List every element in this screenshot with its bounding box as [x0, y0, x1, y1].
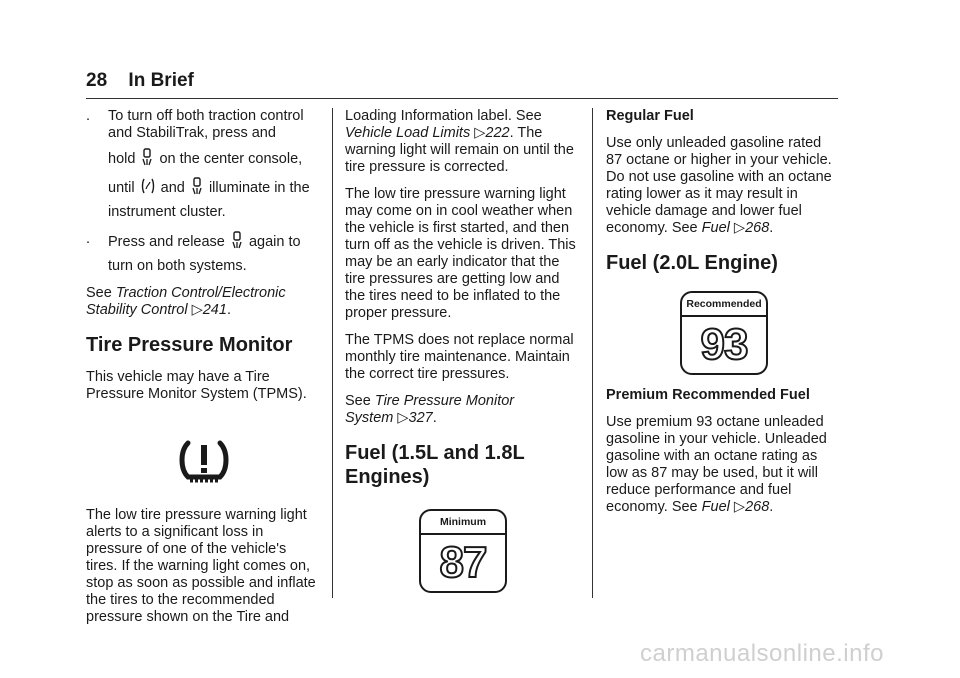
- watermark: carmanualsonline.info: [640, 640, 884, 667]
- text-line: the vehicle is first started, and then: [345, 220, 570, 236]
- paragraph: Use premium 93 octane unleaded gasoline in your vehicle. Unleaded gasoline with an octane rating as low as 87 may be used, but it will reduce performance and fuel economy. See Fuel ▷268.: [606, 414, 827, 515]
- text-line: pressure of one of the vehicle's: [86, 541, 287, 557]
- traction-control-off-icon: [191, 177, 203, 200]
- page-reference[interactable]: 268: [745, 499, 770, 515]
- badge-label: Minimum: [421, 511, 505, 535]
- text-line: and StabiliTrak, press and: [108, 125, 276, 141]
- bullet-marker: .: [86, 108, 91, 124]
- text-line: tire pressures are getting low and: [345, 271, 560, 287]
- octane-minimum-87-badge: [419, 509, 507, 593]
- text-span: again to: [248, 234, 301, 250]
- text-line: Pressure Monitor System (TPMS).: [86, 386, 307, 402]
- tire-pressure-warning-icon: [174, 435, 234, 487]
- subheading: Premium Recommended Fuel: [606, 387, 810, 403]
- page-number: 28: [86, 70, 108, 91]
- text-line: may be an early indicator that the: [345, 254, 560, 270]
- text-span: See: [86, 285, 112, 301]
- page-header: [86, 70, 194, 92]
- heading-line: Engines): [345, 466, 430, 488]
- text-line: Loading Information label. See: [345, 108, 542, 124]
- text-line: alerts to a significant loss in: [86, 524, 264, 540]
- text-line: The low tire pressure warning light: [86, 507, 307, 523]
- octane-recommended-93-badge: [680, 291, 768, 375]
- text-line: warning light will remain on until the: [345, 142, 574, 158]
- text-line: turn on both systems.: [108, 258, 247, 274]
- text-line: rating lower as it may result in: [606, 186, 798, 202]
- traction-control-off-icon: [231, 231, 243, 254]
- page-reference[interactable]: 327: [408, 410, 433, 426]
- section-heading: [345, 441, 581, 489]
- cross-reference-link[interactable]: Traction Control/Electronic: [115, 285, 286, 301]
- header-rule: [86, 98, 838, 99]
- text-line: Use premium 93 octane unleaded: [606, 414, 824, 430]
- section-heading: Fuel (2.0L Engine): [606, 252, 778, 274]
- text-line: the correct tire pressures.: [345, 366, 510, 382]
- column-2: [345, 108, 581, 593]
- text-line: instrument cluster.: [108, 204, 226, 220]
- subheading: Regular Fuel: [606, 108, 694, 124]
- text-line: tires. If the warning light comes on,: [86, 558, 311, 574]
- text-line: tire pressure is corrected.: [345, 159, 509, 175]
- page-reference[interactable]: 222: [485, 125, 510, 141]
- text-line: may come on in cool weather when: [345, 203, 573, 219]
- cross-reference-link[interactable]: Fuel: [701, 499, 730, 515]
- text-span: until: [108, 180, 135, 196]
- column-divider-2: [592, 108, 593, 598]
- paragraph: [345, 108, 581, 176]
- text-line: monthly tire maintenance. Maintain: [345, 349, 570, 365]
- cross-reference-link[interactable]: System: [345, 410, 394, 426]
- text-span: economy. See: [606, 499, 698, 515]
- text-line: Do not use gasoline with an octane: [606, 169, 832, 185]
- page-ref-arrow-icon: ▷: [733, 220, 746, 236]
- paragraph: Use only unleaded gasoline rated 87 octane or higher in your vehicle. Do not use gasoline with an octane rating lower as it may result in vehicle damage and lower fuel economy. See Fuel ▷268.: [606, 135, 832, 236]
- text-line: stop as soon as possible and inflate: [86, 575, 316, 591]
- paragraph: [86, 507, 322, 626]
- text-line: low as 87 may be used, but it will: [606, 465, 818, 481]
- column-3: [606, 108, 842, 526]
- stabilitrak-off-icon: [141, 177, 155, 200]
- text-line: proper pressure.: [345, 305, 452, 321]
- section-heading: Tire Pressure Monitor: [86, 334, 293, 356]
- cross-reference-link[interactable]: Stability Control: [86, 302, 188, 318]
- bullet-marker: .: [86, 231, 91, 247]
- see-reference: See Tire Pressure Monitor System ▷327.: [345, 393, 515, 426]
- text-line: 87 octane or higher in your vehicle.: [606, 152, 832, 168]
- text-line: This vehicle may have a Tire: [86, 369, 270, 385]
- text-span: hold: [108, 151, 136, 167]
- cross-reference-link[interactable]: Vehicle Load Limits: [345, 125, 471, 141]
- badge-number: 93: [700, 320, 748, 369]
- bullet-item: [86, 108, 322, 221]
- bullet-item: [86, 231, 322, 275]
- page-reference[interactable]: 241: [202, 302, 227, 318]
- text-line: turn off as the vehicle is driven. This: [345, 237, 576, 253]
- paragraph: [86, 369, 322, 403]
- text-span: Press and release: [108, 234, 225, 250]
- page-reference[interactable]: 268: [745, 220, 770, 236]
- traction-control-off-icon: [141, 148, 153, 171]
- heading-line: Fuel (1.5L and 1.8L: [345, 442, 525, 464]
- text-line: the tires to the recommended: [86, 592, 275, 608]
- section-title: In Brief: [128, 70, 194, 91]
- cross-reference-link[interactable]: Fuel: [701, 220, 730, 236]
- text-span: . The: [509, 125, 543, 141]
- text-line: gasoline with an octane rating as: [606, 448, 818, 464]
- badge-label: Recommended: [682, 293, 766, 317]
- page-ref-arrow-icon: ▷: [474, 125, 486, 141]
- text-line: reduce performance and fuel: [606, 482, 792, 498]
- see-reference: See Traction Control/Electronic Stability Control ▷241.: [86, 285, 286, 318]
- paragraph: [345, 186, 581, 322]
- text-span: illuminate in the: [208, 180, 310, 196]
- text-span: and: [160, 180, 185, 196]
- text-line: vehicle damage and lower fuel: [606, 203, 802, 219]
- text-span: on the center console,: [159, 151, 303, 167]
- text-span: See: [345, 393, 371, 409]
- cross-reference-link[interactable]: Tire Pressure Monitor: [374, 393, 515, 409]
- badge-number: 87: [439, 538, 487, 587]
- text-line: gasoline in your vehicle. Unleaded: [606, 431, 827, 447]
- text-line: The low tire pressure warning light: [345, 186, 566, 202]
- column-1: [86, 108, 322, 636]
- paragraph: [345, 332, 581, 383]
- text-line: pressure shown on the Tire and: [86, 609, 290, 625]
- text-line: To turn off both traction control: [108, 108, 304, 124]
- text-span: economy. See: [606, 220, 698, 236]
- text-line: Use only unleaded gasoline rated: [606, 135, 822, 151]
- page-ref-arrow-icon: ▷: [397, 410, 409, 426]
- page-ref-arrow-icon: ▷: [733, 499, 746, 515]
- column-divider-1: [332, 108, 333, 598]
- text-line: The TPMS does not replace normal: [345, 332, 574, 348]
- text-line: the tires need to be inflated to the: [345, 288, 561, 304]
- page-ref-arrow-icon: ▷: [191, 302, 203, 318]
